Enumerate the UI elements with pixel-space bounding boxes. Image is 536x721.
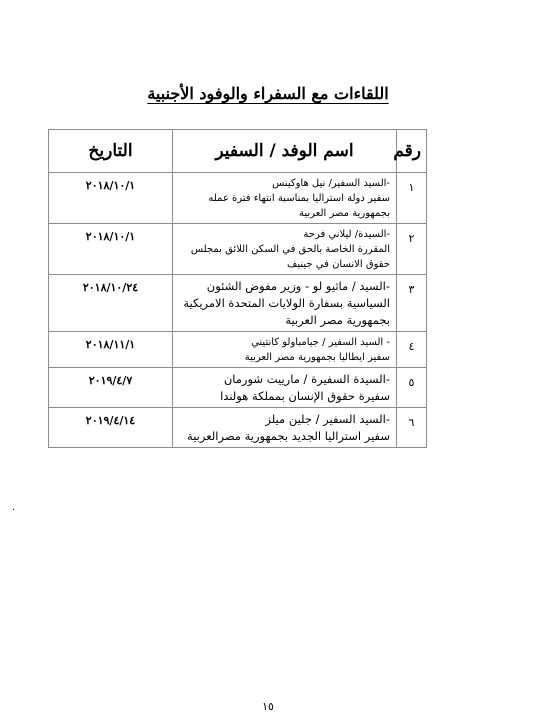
name-line: بجمهورية مصر العربية bbox=[285, 313, 390, 327]
name-line: -السيد السفير/ نيل هاوكينس bbox=[272, 178, 390, 189]
table-row bbox=[49, 408, 427, 448]
row-date: ٢٠١٨/١٠/١ bbox=[49, 224, 173, 275]
row-number: ٣ bbox=[397, 275, 427, 332]
page-title bbox=[0, 84, 536, 103]
name-line: - السيد السفير / جيامباولو كانتيني bbox=[251, 337, 390, 348]
header-date: التاريخ bbox=[49, 130, 173, 173]
page-number: ١٥ bbox=[262, 700, 274, 713]
row-number: ٦ bbox=[397, 408, 427, 448]
row-number: ١ bbox=[397, 173, 427, 224]
name-line: سفيرة حقوق الإنسان بمملكة هولندا bbox=[220, 389, 390, 403]
row-name bbox=[173, 275, 397, 332]
name-line: سفير ايطاليا بجمهورية مصر العربية bbox=[244, 352, 390, 363]
name-line: حقوق الانسان في جينيف bbox=[287, 259, 390, 270]
table-row bbox=[49, 368, 427, 408]
row-date: ٢٠١٨/١٠/١ bbox=[49, 173, 173, 224]
page-title-text: اللقاءات مع السفراء والوفود الأجنبية bbox=[147, 84, 389, 103]
table-row bbox=[49, 275, 427, 332]
row-date: ٢٠١٩/٤/٧ bbox=[49, 368, 173, 408]
row-number: ٤ bbox=[397, 332, 427, 368]
name-line: -السيد السفير / جلين ميلز bbox=[265, 412, 390, 426]
row-number: ٢ bbox=[397, 224, 427, 275]
row-date: ٢٠١٨/١٠/٢٤ bbox=[49, 275, 173, 332]
row-name bbox=[173, 408, 397, 448]
meetings-table bbox=[48, 129, 427, 448]
header-name: اسم الوفد / السفير bbox=[173, 130, 397, 173]
table-row bbox=[49, 224, 427, 275]
row-name bbox=[173, 332, 397, 368]
name-line: السياسية بسفارة الولايات المتحدة الامريكية bbox=[183, 296, 390, 310]
name-line: -السيد / ماثيو لو - وزير مفوض الشئون bbox=[206, 279, 390, 293]
name-line: بجمهورية مصر العربية bbox=[298, 208, 390, 219]
row-number: ٥ bbox=[397, 368, 427, 408]
name-line: -السيدة السفيرة / مارييت شورمان bbox=[223, 372, 390, 386]
name-line: المقررة الخاصة بالحق في السكن اللائق بمجلس bbox=[190, 244, 390, 255]
name-line: سفير استراليا الجديد بجمهورية مصرالعربية bbox=[187, 429, 390, 443]
row-name bbox=[173, 173, 397, 224]
row-name bbox=[173, 368, 397, 408]
header-number: رقم bbox=[397, 130, 427, 173]
name-line: -السيدة/ ليلاني فرحة bbox=[303, 229, 390, 240]
row-date: ٢٠١٩/٤/١٤ bbox=[49, 408, 173, 448]
row-name bbox=[173, 224, 397, 275]
stray-dot: . bbox=[12, 502, 16, 513]
row-date: ٢٠١٨/١١/١ bbox=[49, 332, 173, 368]
table-header-row bbox=[49, 130, 427, 173]
table-row bbox=[49, 332, 427, 368]
name-line: سفير دولة استراليا بمناسبة انتهاء فترة عمله bbox=[208, 193, 390, 204]
table-row bbox=[49, 173, 427, 224]
